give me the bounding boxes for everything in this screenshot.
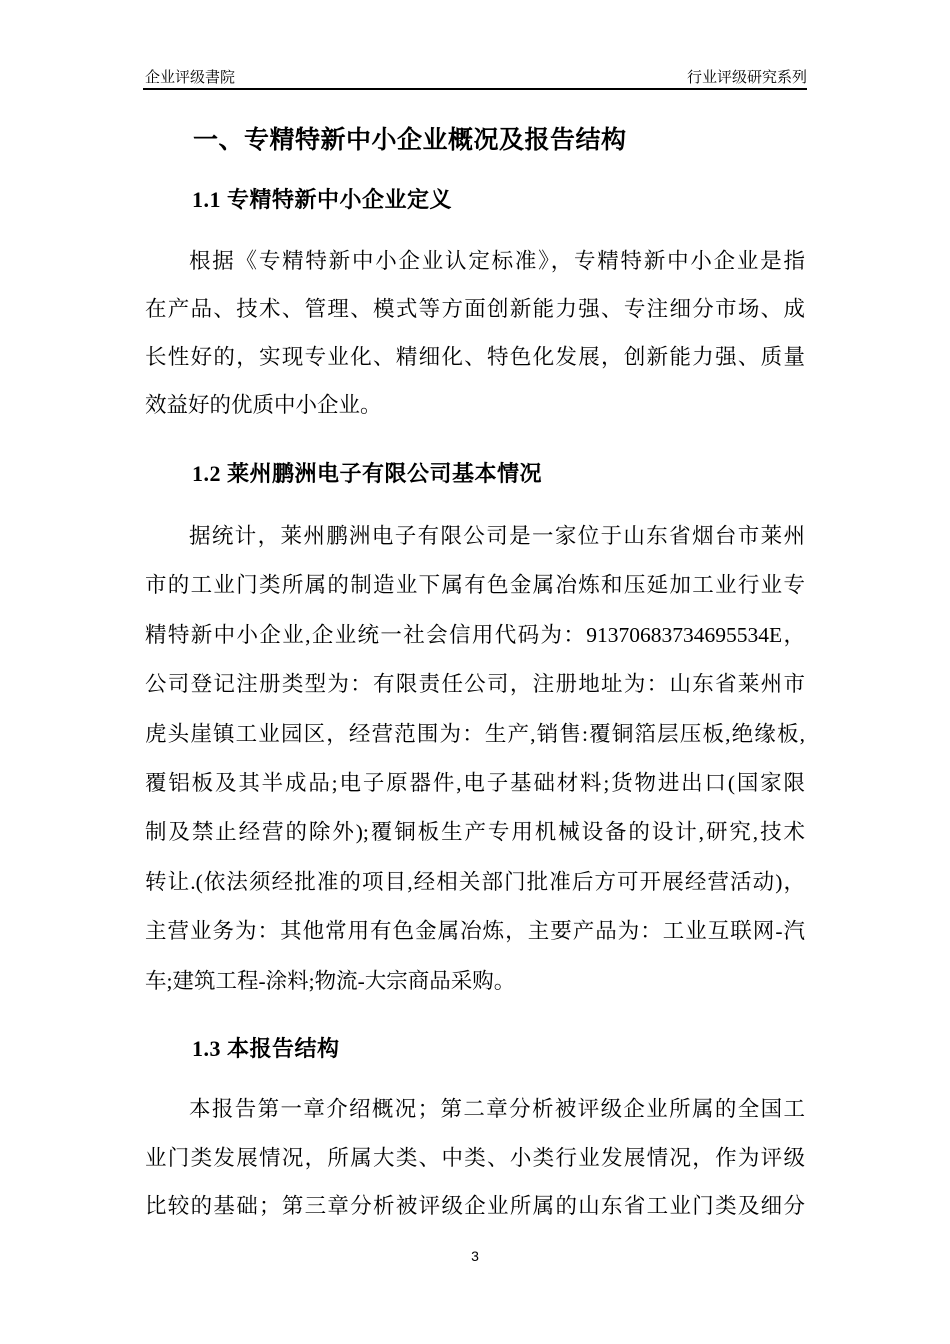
paragraph-line: 效益好的优质中小企业。 (145, 393, 382, 417)
paragraph-line: 长性好的，实现专业化、精细化、特色化发展，创新能力强、质量 (145, 345, 805, 369)
header-left: 企业评级書院 (145, 69, 236, 86)
paragraph-line: 据统计，莱州鹏洲电子有限公司是一家位于山东省烟台市莱州 (189, 524, 805, 548)
paragraph-line: 业门类发展情况，所属大类、中类、小类行业发展情况，作为评级 (145, 1145, 805, 1170)
section-heading: 1.2 莱州鹏洲电子有限公司基本情况 (192, 461, 543, 486)
paragraph-line: 主营业务为：其他常用有色金属冶炼，主要产品为：工业互联网-汽 (145, 919, 805, 944)
paragraph-line: 根据《专精特新中小企业认定标准》，专精特新中小企业是指 (189, 249, 805, 273)
header-rule (143, 88, 807, 90)
paragraph-line: 公司登记注册类型为：有限责任公司，注册地址为：山东省莱州市 (145, 672, 805, 697)
paragraph-line: 虎头崖镇工业园区，经营范围为：生产,销售:覆铜箔层压板,绝缘板, (145, 721, 805, 746)
paragraph-line: 覆铝板及其半成品;电子原器件,电子基础材料;货物进出口(国家限 (145, 771, 805, 795)
paragraph-line: 车;建筑工程-涂料;物流-大宗商品采购。 (145, 968, 516, 993)
header-right: 行业评级研究系列 (686, 69, 807, 86)
paragraph-line: 本报告第一章介绍概况；第二章分析被评级企业所属的全国工 (189, 1097, 805, 1121)
page-number: 3 (471, 1248, 479, 1264)
chapter-title: 一、专精特新中小企业概况及报告结构 (193, 127, 627, 154)
section-heading: 1.3 本报告结构 (192, 1036, 340, 1061)
paragraph-line: 制及禁止经营的除外);覆铜板生产专用机械设备的设计,研究,技术 (145, 820, 805, 845)
paragraph-line: 精特新中小企业,企业统一社会信用代码为：91370683734695534E， (145, 622, 805, 647)
paragraph-line: 转让.(依法须经批准的项目,经相关部门批准后方可开展经营活动)， (145, 869, 805, 894)
paragraph-line: 比较的基础；第三章分析被评级企业所属的山东省工业门类及细分 (145, 1194, 805, 1218)
paragraph-line: 在产品、技术、管理、模式等方面创新能力强、专注细分市场、成 (145, 297, 805, 321)
section-heading: 1.1 专精特新中小企业定义 (192, 187, 453, 212)
paragraph-line: 市的工业门类所属的制造业下属有色金属冶炼和压延加工业行业专 (145, 573, 805, 598)
